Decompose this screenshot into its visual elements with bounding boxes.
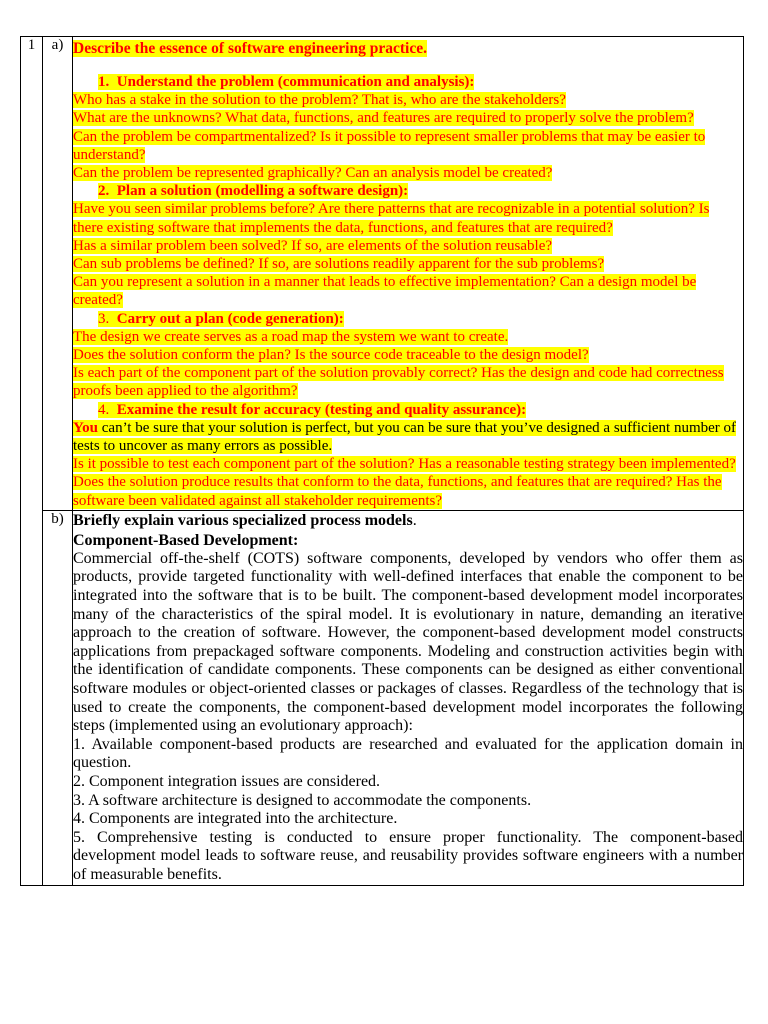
part-a-title: Describe the essence of software engineering practice. (73, 40, 427, 57)
step-1-line: Can the problem be compartmentalized? Is it possible to represent smaller problems that may be easier to understand? (73, 128, 706, 163)
step-4-line: Is it possible to test each component part of the solution? Has a reasonable testing strategy been implemented? (73, 456, 736, 473)
step-3-line: Is each part of the component part of the solution provably correct? Has the design and code had correctness proofs been applied to the algorithm? (73, 365, 724, 400)
step-2-line: Has a similar problem been solved? If so, are elements of the solution reusable? (73, 237, 553, 254)
step-3-heading: 3. Carry out a plan (code generation): (98, 310, 344, 327)
part-b-step: 1. Available component-based products are researched and evaluated for the application domain in question. (73, 735, 743, 772)
step-2-line: Have you seen similar problems before? Are there patterns that are recognizable in a potential solution? Is there existing software that implements the data, functions, and features that are required? (73, 201, 710, 236)
part-a-label: a) (43, 37, 73, 511)
document-page (20, 36, 743, 886)
part-b-paragraph: Commercial off-the-shelf (COTS) software components, developed by vendors who offer them as products, provide targeted functionality with well-defined interfaces that enable the component to be integrated into the software that is to be built. The component-based development model incorporates many of the characteristics of the spiral model. It is evolutionary in nature, demanding an iterative approach to the creation of software. However, the component-based development model constructs applications from prepackaged software components. Modeling and construction activities begin with the identification of candidate components. These components can be designed as either conventional software modules or object-oriented classes or packages of classes. Regardless of the technology that is used to create the components, the component-based development model incorporates the following steps (implemented using an evolutionary approach): (73, 549, 743, 735)
step-1-line: Can the problem be represented graphically? Can an analysis model be created? (73, 165, 553, 182)
step-4-heading: 4. Examine the result for accuracy (testing and quality assurance): (98, 401, 527, 418)
part-b-step: 2. Component integration issues are considered. (73, 773, 381, 790)
question-number: 1 (21, 37, 43, 886)
part-b-content (73, 510, 744, 885)
part-a-content (73, 37, 744, 511)
step-1-heading: 1. Understand the problem (communication and analysis): (98, 74, 475, 90)
part-b-title: Briefly explain various specialized process models. (73, 511, 417, 529)
question-table (20, 36, 744, 886)
step-4-line: Does the solution produce results that conform to the data, functions, and features that are required? Has the software been validated against all stakeholder requirements? (73, 474, 722, 509)
step-3-line: The design we create serves as a road map the system we want to create. (73, 328, 509, 345)
step-1-line: Who has a stake in the solution to the problem? That is, who are the stakeholders? (73, 92, 566, 109)
step-4-lead: You can’t be sure that your solution is perfect, but you can be sure that you’ve designed a sufficient number of tests to uncover as many errors as possible. (73, 419, 737, 455)
step-2-heading: 2. Plan a solution (modelling a software design): (98, 183, 409, 200)
step-3-line: Does the solution conform the plan? Is the source code traceable to the design model? (73, 347, 589, 364)
part-b-label: b) (43, 510, 73, 885)
part-b-step: 5. Comprehensive testing is conducted to ensure proper functionality. The component-based development model leads to software reuse, and reusability provides software engineers with a number of measurable benefits. (73, 828, 743, 883)
table-row-part-b (21, 510, 744, 885)
table-row-part-a (21, 37, 744, 511)
part-b-subheading: Component-Based Development: (73, 531, 299, 549)
part-b-step: 4. Components are integrated into the architecture. (73, 810, 398, 828)
step-2-line: Can you represent a solution in a manner that leads to effective implementation? Can a design model be created? (73, 274, 697, 309)
part-b-step: 3. A software architecture is designed to accommodate the components. (73, 791, 532, 809)
step-2-line: Can sub problems be defined? If so, are solutions readily apparent for the sub problems? (73, 256, 605, 273)
step-1-line: What are the unknowns? What data, functions, and features are required to properly solve the problem? (73, 110, 694, 127)
